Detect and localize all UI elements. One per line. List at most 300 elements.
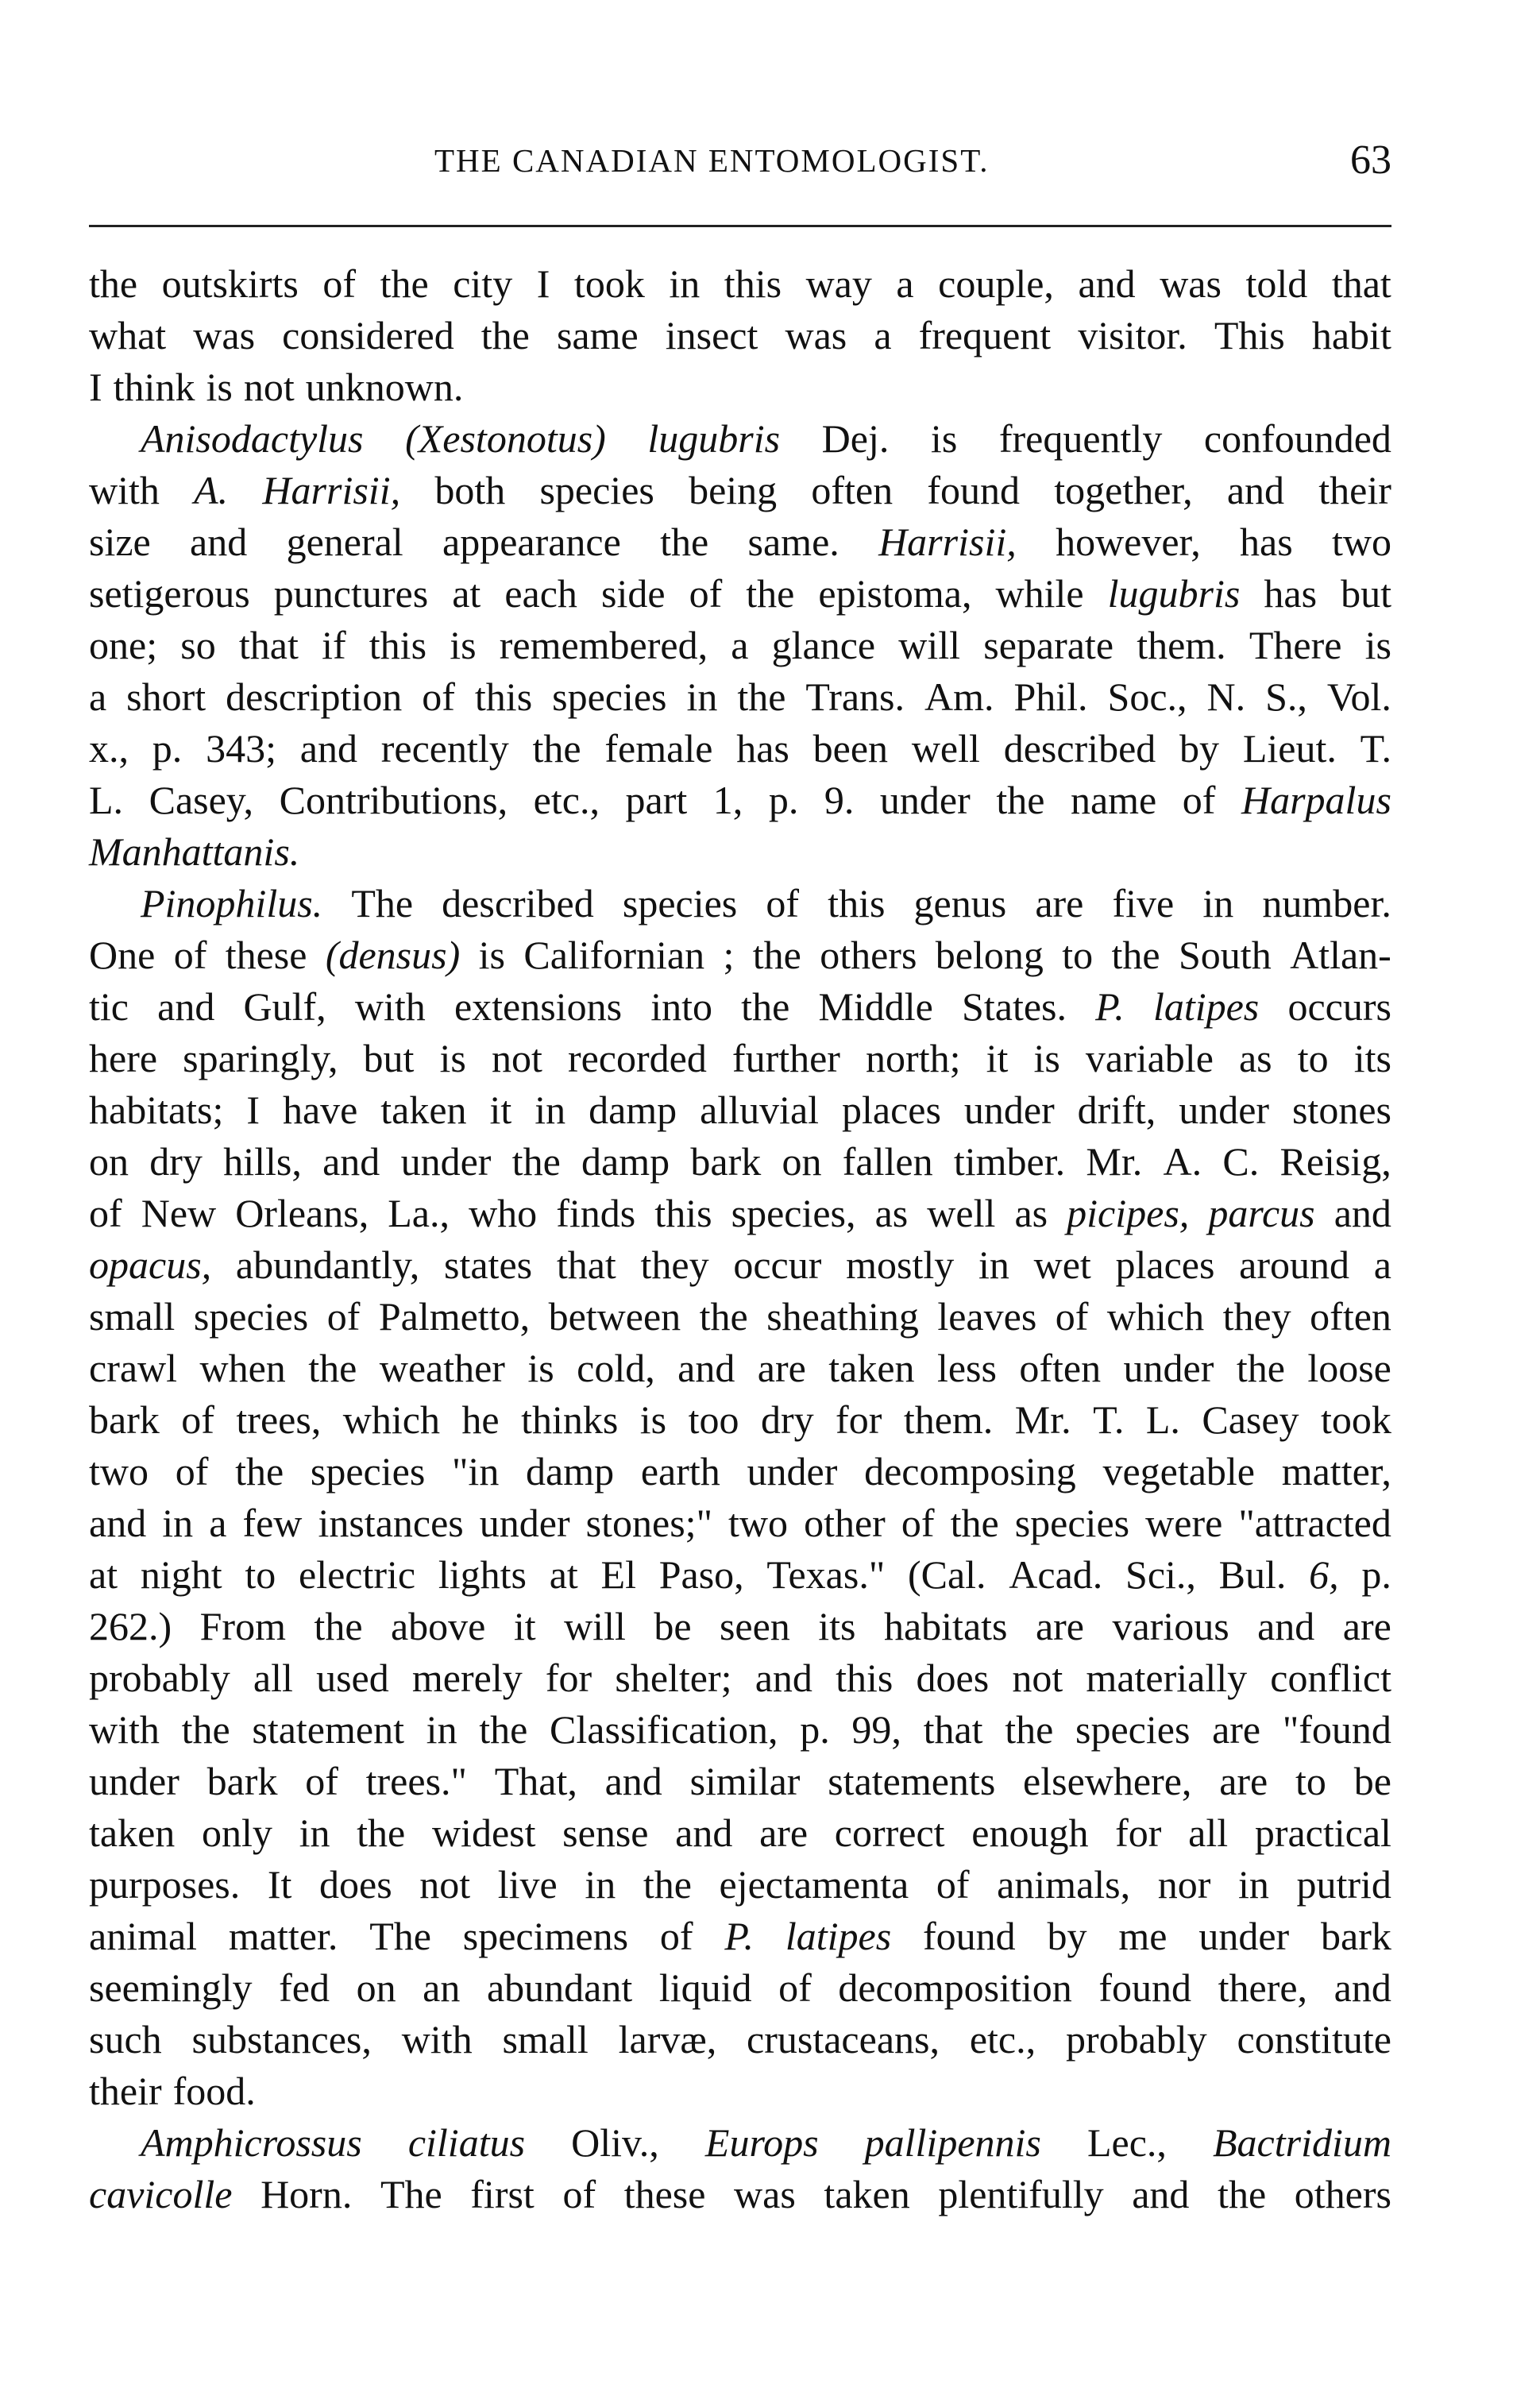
word: and [322, 1139, 380, 1184]
word: lugubris [647, 416, 781, 461]
text-line [89, 1394, 1391, 1446]
word: places [842, 1088, 941, 1132]
word: the [532, 726, 581, 771]
word: the [737, 674, 786, 719]
word: often [1310, 1294, 1391, 1339]
word: statements [828, 1759, 996, 1803]
word: found [1098, 1965, 1192, 2010]
body-text [89, 258, 1391, 2220]
word: a [896, 261, 914, 306]
word: under [747, 1449, 838, 1494]
word: opacus, [89, 1242, 212, 1287]
word: occurs [1287, 984, 1391, 1029]
word: me [1118, 1914, 1168, 1958]
word: these [225, 933, 307, 977]
word: It [267, 1862, 292, 1907]
word: This [1214, 313, 1285, 357]
word: Harpalus [1241, 778, 1391, 822]
word: both [434, 468, 506, 512]
word: unknown. [305, 365, 464, 409]
word: specimens [462, 1914, 629, 1958]
word: That, [494, 1759, 577, 1803]
word: Am. [924, 674, 994, 719]
word: Amphicrossus [141, 2120, 362, 2165]
word: lights [438, 1552, 527, 1597]
word: as [1014, 1191, 1048, 1235]
word: 1, [712, 778, 743, 822]
text-line [89, 1291, 1391, 1343]
word: mostly [846, 1242, 955, 1287]
word: and [1334, 1191, 1391, 1235]
word: liquid [658, 1965, 752, 2010]
word: 9. [824, 778, 855, 822]
word: under [1179, 1088, 1270, 1132]
text-line [89, 2014, 1391, 2065]
word: and [677, 1346, 735, 1390]
word: their [1318, 468, 1391, 512]
word: probably [89, 1656, 230, 1700]
word: T. [1093, 1397, 1125, 1442]
word: Paso, [658, 1552, 744, 1597]
word: in [585, 1862, 616, 1907]
text-line [89, 1807, 1391, 1859]
word: on [89, 1139, 129, 1184]
word: Acad. [1009, 1552, 1103, 1597]
word: p. [768, 778, 799, 822]
word: Anisodactylus [141, 416, 364, 461]
word: general [286, 520, 403, 564]
word: habit [1311, 313, 1391, 357]
word: in [669, 261, 701, 306]
word: taken [828, 1346, 915, 1390]
word: small [502, 2017, 589, 2062]
word: Texas." [766, 1552, 886, 1597]
text-line [89, 1446, 1391, 1497]
word: The [369, 1914, 431, 1958]
word: cold, [577, 1346, 655, 1390]
word: and [157, 984, 215, 1029]
word: are [1035, 881, 1084, 925]
text-line [89, 1601, 1391, 1652]
word: is [439, 1036, 466, 1080]
word: bark [206, 1759, 278, 1803]
word: the [89, 261, 138, 306]
word: each [504, 571, 577, 616]
word: the [1236, 1346, 1285, 1390]
word: has [736, 726, 789, 771]
word: Vol. [1326, 674, 1391, 719]
word: the [181, 1707, 230, 1752]
word: p. [1361, 1552, 1391, 1597]
word: however, [1056, 520, 1201, 564]
word: timber. [953, 1139, 1066, 1184]
word: description [226, 674, 403, 719]
word: etc., [969, 2017, 1036, 2062]
word: similar [689, 1759, 801, 1803]
word: when [199, 1346, 286, 1390]
word: latipes [1152, 984, 1260, 1029]
word: was [734, 2172, 796, 2216]
word: of [562, 2172, 596, 2216]
word: with [354, 984, 426, 1029]
word: on [782, 1139, 822, 1184]
word: dry [760, 1397, 814, 1442]
word: Casey, [149, 778, 254, 822]
word: under [1123, 1346, 1214, 1390]
word: less [936, 1346, 997, 1390]
word: are [1219, 1759, 1268, 1803]
word: 6, [1309, 1552, 1339, 1597]
text-line [89, 1652, 1391, 1704]
word: insect [665, 313, 758, 357]
word: city [453, 261, 513, 306]
word: species [1014, 1501, 1130, 1545]
word: Manhattanis. [89, 829, 300, 874]
word: of [766, 881, 800, 925]
word: the [699, 1294, 748, 1339]
word: that [923, 1707, 983, 1752]
word: matter, [1281, 1449, 1391, 1494]
word: by [1047, 1914, 1087, 1958]
word: of [901, 1501, 935, 1545]
word: in [535, 1088, 566, 1132]
word: crawl [89, 1346, 178, 1390]
word: enough [971, 1810, 1089, 1855]
word: of [181, 1397, 214, 1442]
word: to [1062, 933, 1094, 977]
word: took [1321, 1397, 1391, 1442]
text-line [89, 361, 1391, 413]
text-line [89, 671, 1391, 723]
word: of [326, 1294, 361, 1339]
word: he [461, 1397, 500, 1442]
word: what [89, 313, 167, 357]
word: around [1239, 1242, 1350, 1287]
word: Casey [1202, 1397, 1299, 1442]
word: are [759, 1810, 809, 1855]
word: the [741, 984, 790, 1029]
word: the [746, 571, 795, 616]
word: appearance [442, 520, 621, 564]
word: under [479, 1501, 570, 1545]
word: such [89, 2017, 162, 2062]
word: they [640, 1242, 709, 1287]
text-line [89, 1343, 1391, 1394]
word: 343; [206, 726, 276, 771]
word: latipes [785, 1914, 892, 1958]
word: is [1033, 1036, 1060, 1080]
word: others [820, 933, 917, 977]
word: often [811, 468, 894, 512]
text-line [89, 1136, 1391, 1188]
word: a [89, 674, 107, 719]
word: is [1364, 623, 1391, 667]
text-line [89, 1497, 1391, 1549]
word: the [479, 1707, 528, 1752]
word: often [1019, 1346, 1102, 1390]
word: I [89, 365, 102, 409]
word: and [755, 1656, 812, 1700]
word: and [89, 1501, 147, 1545]
word: for [545, 1656, 592, 1700]
word: ciliatus [407, 2120, 526, 2165]
word: various [1112, 1604, 1229, 1648]
word: frequent [918, 313, 1052, 357]
word: instances [318, 1501, 464, 1545]
word: and [1334, 1965, 1391, 2010]
word: N. [1206, 674, 1246, 719]
word: alluvial [700, 1088, 820, 1132]
word: to [245, 1552, 276, 1597]
word: damp [581, 1139, 670, 1184]
word: which [1106, 1294, 1205, 1339]
word: wet [1033, 1242, 1091, 1287]
word: taken [824, 2172, 910, 2216]
word: under [963, 1088, 1055, 1132]
word: food. [172, 2069, 256, 2113]
word: Lec., [1086, 2120, 1167, 2165]
word: a [731, 623, 749, 667]
text-line [89, 1704, 1391, 1756]
word: who [469, 1191, 538, 1235]
word: fed [279, 1965, 330, 2010]
word: South [1179, 933, 1272, 977]
text-line [89, 413, 1391, 465]
word: p. [800, 1707, 830, 1752]
word: Sci., [1125, 1552, 1196, 1597]
word: the [308, 1346, 357, 1390]
word: substances, [191, 2017, 372, 2062]
word: Soc., [1107, 674, 1187, 719]
word: live [497, 1862, 558, 1907]
word: picipes, [1067, 1191, 1190, 1235]
word: I [246, 1088, 261, 1132]
word: not [1012, 1656, 1063, 1700]
word: it [986, 1036, 1009, 1080]
word: of [1055, 1294, 1089, 1339]
word: P. [1095, 984, 1125, 1029]
word: outskirts [161, 261, 299, 306]
word: is [527, 1346, 554, 1390]
word: they [1222, 1294, 1291, 1339]
word: considered [282, 313, 454, 357]
text-line [89, 2169, 1391, 2220]
word: practical [1254, 1810, 1391, 1855]
word: is [206, 365, 233, 409]
word: probably [1065, 2017, 1207, 2062]
word: this [836, 1656, 894, 1700]
word: an [423, 1965, 461, 2010]
word: habitats; [89, 1088, 224, 1132]
word: above [390, 1604, 486, 1648]
word: by [1179, 726, 1220, 771]
word: the [481, 313, 530, 357]
word: Classification, [550, 1707, 778, 1752]
word: size [89, 520, 151, 564]
word: frequently [998, 416, 1163, 461]
word: them. [1137, 623, 1226, 667]
word: under [1198, 1914, 1290, 1958]
word: is [478, 933, 505, 977]
word: Orleans, [235, 1191, 369, 1235]
word: well [911, 726, 980, 771]
word: belong [935, 933, 1044, 977]
word: animals, [997, 1862, 1131, 1907]
word: purposes. [89, 1862, 241, 1907]
word: tic [89, 984, 129, 1029]
word: P. [724, 1914, 755, 1958]
word: two [89, 1449, 149, 1494]
word: couple, [938, 261, 1054, 306]
word: Dej. [821, 416, 890, 461]
word: side [600, 571, 666, 616]
word: the [1111, 933, 1160, 977]
word: electric [299, 1552, 416, 1597]
word: but [363, 1036, 415, 1080]
word: under [879, 778, 971, 822]
word: crustaceans, [747, 2017, 940, 2062]
word: (Cal. [907, 1552, 986, 1597]
word: is [450, 623, 477, 667]
word: fallen [842, 1139, 933, 1184]
word: Horn. [261, 2172, 353, 2216]
word: in [426, 1707, 457, 1752]
word: in [978, 1242, 1009, 1287]
word: will [898, 623, 961, 667]
text-line [89, 2117, 1391, 2169]
text-line [89, 1549, 1391, 1601]
word: visitor. [1078, 313, 1187, 357]
word: are [1342, 1604, 1391, 1648]
word: Oliv., [571, 2120, 659, 2165]
running-head [89, 137, 1391, 189]
text-line [89, 465, 1391, 516]
word: New [141, 1191, 217, 1235]
word: Mr. [1086, 1139, 1143, 1184]
word: El [600, 1552, 636, 1597]
word: the [357, 1810, 406, 1855]
word: in [1202, 881, 1234, 925]
word: few [242, 1501, 303, 1545]
word: think [113, 365, 195, 409]
word: pallipennis [864, 2120, 1041, 2165]
word: the [314, 1604, 363, 1648]
word: (densus) [325, 933, 461, 977]
word: at [549, 1552, 578, 1597]
word: the [235, 1449, 284, 1494]
word: so [180, 623, 216, 667]
word: separate [983, 623, 1114, 667]
word: states [444, 1242, 533, 1287]
word: this [828, 881, 886, 925]
word: weather [379, 1346, 505, 1390]
word: S., [1265, 674, 1307, 719]
word: punctures [273, 571, 429, 616]
word: and [675, 1810, 733, 1855]
word: in [299, 1810, 330, 1855]
word: Middle [818, 984, 933, 1029]
word: other [804, 1501, 886, 1545]
word: damp [526, 1449, 615, 1494]
text-line [89, 723, 1391, 775]
word: under [400, 1139, 492, 1184]
word: confounded [1203, 416, 1391, 461]
word: same [556, 313, 639, 357]
journal-title: THE CANADIAN ENTOMOLOGIST. [434, 142, 990, 179]
word: to [1295, 1759, 1326, 1803]
word: matter. [228, 1914, 338, 1958]
word: night [140, 1552, 222, 1597]
word: widest [431, 1810, 536, 1855]
word: seen [719, 1604, 790, 1648]
word: epistoma, [818, 571, 972, 616]
word: a [874, 313, 892, 357]
word: together, [1054, 468, 1193, 512]
word: not [491, 1036, 542, 1080]
word: and [1226, 468, 1285, 512]
word: remembered, [499, 623, 708, 667]
word: small [89, 1294, 176, 1339]
word: species [552, 674, 667, 719]
word: conflict [1270, 1656, 1391, 1700]
word: the [1005, 1707, 1054, 1752]
word: the [643, 1862, 692, 1907]
word: has [1264, 571, 1318, 616]
text-line [89, 929, 1391, 981]
word: Contributions, [279, 778, 508, 822]
word: name [1070, 778, 1157, 822]
word: the [380, 261, 429, 306]
word: A. [1163, 1139, 1202, 1184]
word: the [660, 520, 709, 564]
word: and [1132, 2172, 1190, 2216]
word: "attracted [1238, 1501, 1391, 1545]
word: of [1182, 778, 1216, 822]
word: were [1145, 1501, 1223, 1545]
word: constitute [1237, 2017, 1391, 2062]
word: species [193, 1294, 309, 1339]
word: Harrisii, [262, 468, 401, 512]
word: a [1373, 1242, 1391, 1287]
word: finds [556, 1191, 636, 1235]
word: lugubris [1107, 571, 1241, 616]
word: with [89, 468, 160, 512]
text-line [89, 1084, 1391, 1136]
word: Bactridium [1213, 2120, 1391, 2165]
word: be [654, 1604, 692, 1648]
word: the [950, 1501, 999, 1545]
word: at [452, 571, 481, 616]
word: have [282, 1088, 358, 1132]
text-line [89, 775, 1391, 826]
word: recorded [567, 1036, 707, 1080]
word: way [805, 261, 872, 306]
text-line [89, 826, 1391, 878]
word: abundant [486, 1965, 633, 2010]
word: species [622, 881, 738, 925]
word: it [513, 1604, 536, 1648]
word: on [356, 1965, 396, 2010]
word: trees." [365, 1759, 467, 1803]
word: into [650, 984, 712, 1029]
word: taken [89, 1810, 176, 1855]
word: vegetable [1102, 1449, 1255, 1494]
word: under [89, 1759, 179, 1803]
word: sheathing [766, 1294, 919, 1339]
word: larvæ, [618, 2017, 717, 2062]
word: was [193, 313, 256, 357]
word: of [322, 261, 357, 306]
